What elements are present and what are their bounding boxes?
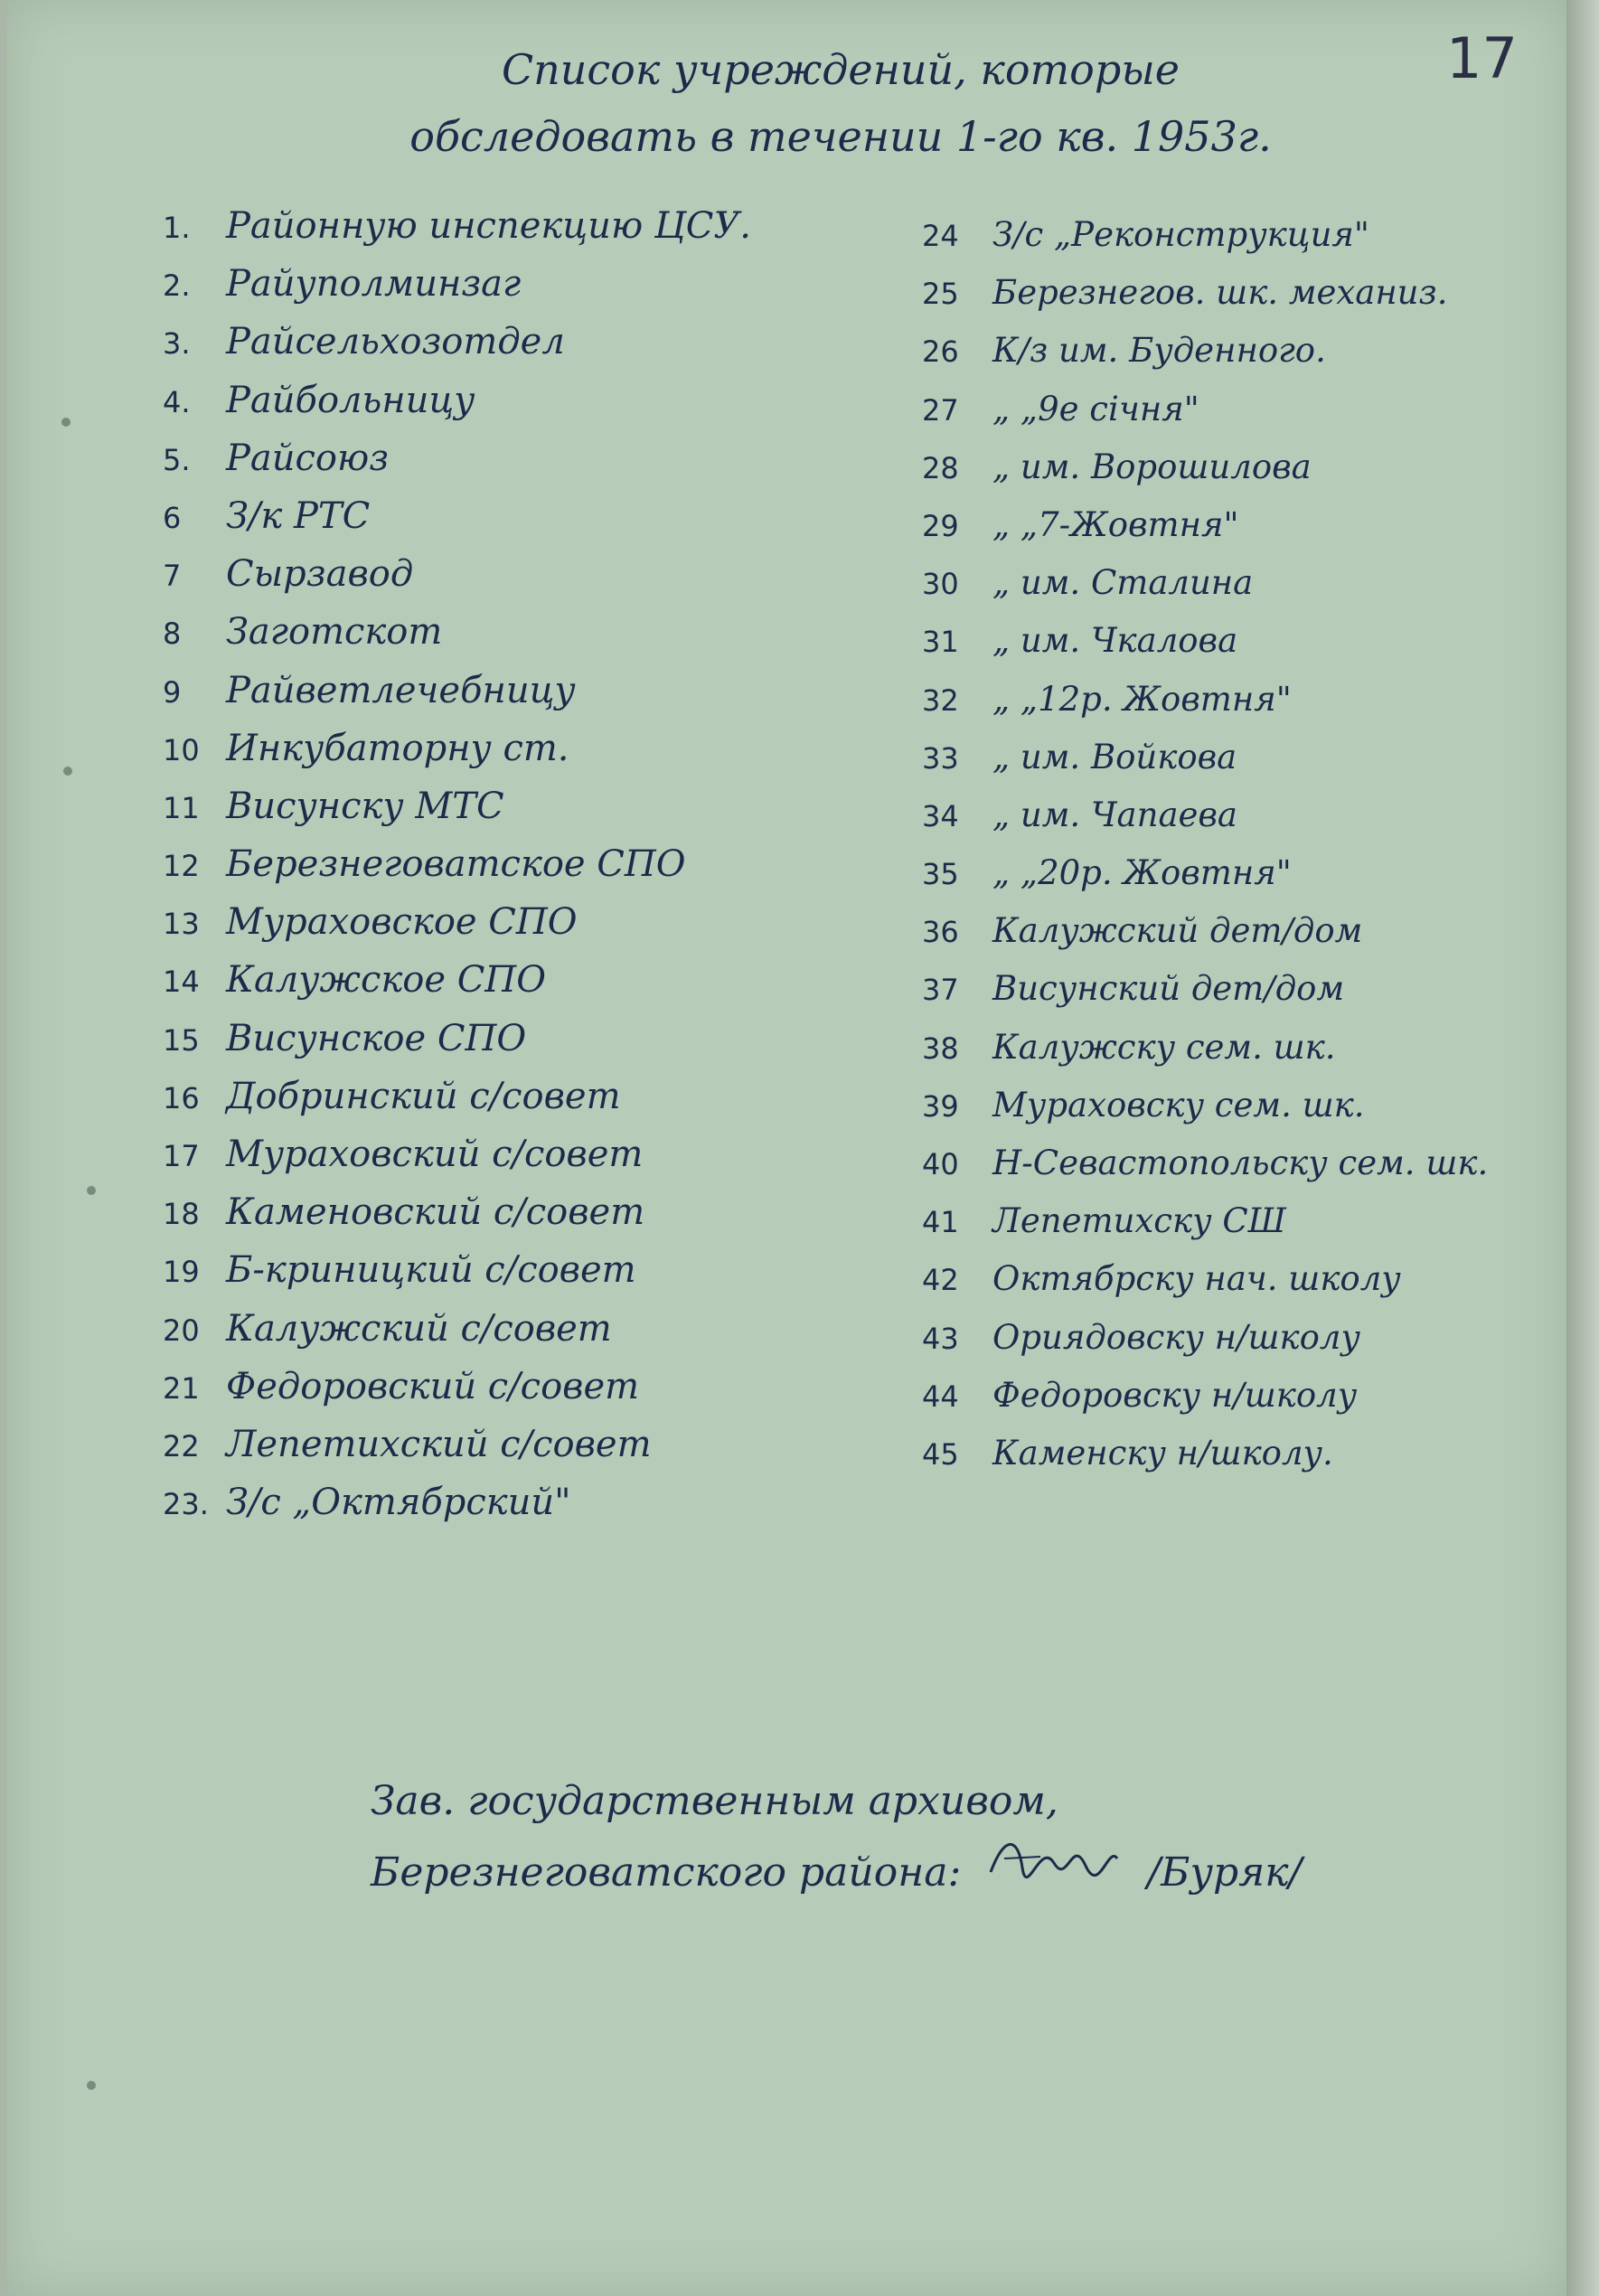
item-number: 29 <box>922 508 959 543</box>
item-text: Райсельхозотдел <box>226 321 565 363</box>
item-number: 42 <box>922 1263 959 1298</box>
item-text: Березнеговатское СПО <box>226 843 686 886</box>
item-text: Висунску МТС <box>226 785 504 827</box>
item-number: 7 <box>163 559 182 594</box>
item-text: Райуполминзаг <box>226 263 522 306</box>
list-item <box>163 1473 940 1531</box>
item-number: 25 <box>922 277 959 312</box>
item-number: 18 <box>163 1197 200 1232</box>
punch-mark <box>63 767 72 776</box>
list-item <box>922 381 1555 438</box>
item-text: Висунский дет/дом <box>992 969 1345 1009</box>
item-number: 20 <box>163 1313 200 1348</box>
signature-name: /Буряк/ <box>1147 1849 1303 1896</box>
item-number: 27 <box>922 392 959 428</box>
item-text: З/с „Октябрский" <box>226 1482 571 1524</box>
item-number: 32 <box>922 682 959 718</box>
list-item <box>922 206 1555 264</box>
list-item <box>922 1309 1555 1367</box>
item-number: 12 <box>163 849 200 884</box>
item-text: Березнегов. шк. механиз. <box>992 273 1448 313</box>
item-number: 10 <box>163 732 200 767</box>
handwritten-signature-icon <box>986 1831 1122 1903</box>
item-text: Мураховский с/совет <box>226 1134 644 1175</box>
list-item <box>922 438 1555 496</box>
item-number: 43 <box>922 1321 959 1356</box>
list-item <box>922 554 1555 612</box>
item-number: 1. <box>163 211 191 245</box>
list-item <box>163 1416 940 1473</box>
item-number: 31 <box>922 625 959 660</box>
item-number: 28 <box>922 450 959 485</box>
item-number: 22 <box>163 1428 200 1463</box>
institution-list-left <box>163 197 940 1531</box>
item-text: Калужский дет/дом <box>992 911 1363 951</box>
item-number: 40 <box>922 1147 959 1181</box>
list-item <box>163 1358 940 1416</box>
list-item <box>163 197 940 255</box>
punch-mark <box>61 418 71 427</box>
item-number: 4. <box>163 384 191 419</box>
list-item <box>163 720 940 777</box>
list-item <box>922 902 1555 960</box>
list-item <box>163 777 940 835</box>
item-number: 30 <box>922 567 959 602</box>
list-item <box>163 313 940 371</box>
item-number: 19 <box>163 1255 200 1290</box>
item-text: „ „20р. Жовтня" <box>992 853 1292 893</box>
item-text: Б-криницкий с/совет <box>226 1249 636 1292</box>
item-text: Сырзавод <box>226 553 414 596</box>
list-item <box>922 1425 1555 1482</box>
item-number: 26 <box>922 334 959 370</box>
item-text: Федоровску н/школу <box>992 1375 1358 1415</box>
item-text: Добринский с/совет <box>226 1075 621 1117</box>
list-item <box>922 264 1555 322</box>
item-number: 37 <box>922 973 959 1008</box>
list-item <box>922 1192 1555 1250</box>
list-item <box>163 487 940 545</box>
list-item <box>922 1019 1555 1077</box>
list-item <box>163 835 940 893</box>
item-number: 5. <box>163 442 191 477</box>
list-item <box>922 322 1555 380</box>
list-item <box>922 786 1555 844</box>
item-number: 45 <box>922 1436 959 1472</box>
item-number: 23. <box>163 1487 209 1522</box>
item-number: 44 <box>922 1379 959 1414</box>
item-number: 17 <box>163 1139 200 1173</box>
item-number: 38 <box>922 1030 959 1066</box>
item-text: Октябрску нач. школу <box>992 1259 1401 1299</box>
list-item <box>922 496 1555 554</box>
list-item <box>163 662 940 720</box>
item-text: Каменовский с/совет <box>226 1191 645 1234</box>
item-text: Каменску н/школу. <box>992 1433 1333 1473</box>
item-text: Инкубаторну ст. <box>226 727 569 769</box>
list-item <box>922 844 1555 902</box>
list-item <box>922 671 1555 729</box>
item-number: 16 <box>163 1080 200 1115</box>
list-item <box>163 893 940 951</box>
item-number: 15 <box>163 1022 200 1058</box>
item-text: З/с „Реконструкция" <box>992 215 1369 254</box>
item-number: 34 <box>922 798 959 833</box>
item-number: 35 <box>922 857 959 892</box>
item-text: Калужску сем. шк. <box>992 1027 1336 1067</box>
item-text: Заготскот <box>226 611 443 654</box>
list-item <box>163 1125 940 1183</box>
item-text: Ориядовску н/школу <box>992 1317 1360 1357</box>
item-text: Райсоюз <box>226 437 390 479</box>
item-text: К/з им. Буденного. <box>992 331 1326 371</box>
list-item <box>163 429 940 487</box>
list-item <box>163 1241 940 1299</box>
item-number: 8 <box>163 616 182 652</box>
item-number: 6 <box>163 500 182 535</box>
list-item <box>163 603 940 661</box>
list-item <box>163 545 940 603</box>
list-item <box>163 1010 940 1068</box>
list-item <box>163 951 940 1009</box>
list-item <box>163 1300 940 1358</box>
punch-mark <box>87 1186 96 1195</box>
item-text: „ „12р. Жовтня" <box>992 679 1292 719</box>
item-text: „ им. Войкова <box>992 737 1237 776</box>
institution-list-right <box>922 206 1555 1482</box>
list-item <box>922 1134 1555 1192</box>
signature-block <box>371 1772 1546 1903</box>
item-text: Райветлечебницу <box>226 669 576 711</box>
list-item <box>163 255 940 313</box>
list-item <box>922 612 1555 670</box>
item-number: 2. <box>163 268 191 304</box>
item-text: Н-Севастопольску сем. шк. <box>992 1143 1489 1182</box>
item-text: „ им. Чапаева <box>992 795 1237 834</box>
signature-position: Зав. государственным архивом, <box>371 1778 1058 1824</box>
item-text: Калужское СПО <box>226 959 546 1002</box>
item-text: Висунское СПО <box>226 1017 527 1059</box>
item-number: 3. <box>163 326 191 362</box>
list-item <box>922 960 1555 1018</box>
signature-district: Березнеговатского района: <box>371 1849 962 1896</box>
item-text: „ им. Чкалова <box>992 621 1238 661</box>
item-text: „ им. Ворошилова <box>992 447 1312 486</box>
page-number: 17 <box>1446 25 1518 91</box>
list-item <box>163 372 940 429</box>
item-number: 9 <box>163 674 182 710</box>
item-text: „ им. Сталина <box>992 563 1254 603</box>
item-text: Калужский с/совет <box>226 1307 612 1350</box>
list-item <box>163 1068 940 1125</box>
item-text: Райбольницу <box>226 379 475 421</box>
item-number: 21 <box>163 1370 200 1406</box>
list-item <box>163 1183 940 1241</box>
page-edge <box>1566 0 1599 2296</box>
item-number: 11 <box>163 790 200 825</box>
item-number: 36 <box>922 915 959 950</box>
title-line-1: Список учреждений, которые <box>501 45 1180 94</box>
punch-mark <box>87 2081 96 2090</box>
document-title <box>298 36 1383 170</box>
item-text: Федоровский с/совет <box>226 1365 640 1407</box>
list-item <box>922 729 1555 786</box>
item-text: З/к РТС <box>226 494 371 537</box>
list-item <box>922 1367 1555 1425</box>
item-text: Лепетихску СШ <box>992 1201 1286 1241</box>
item-number: 14 <box>163 965 200 1000</box>
item-text: Мураховское СПО <box>226 901 578 944</box>
item-number: 33 <box>922 740 959 776</box>
item-text: Лепетихский с/совет <box>226 1423 652 1465</box>
item-text: Мураховску сем. шк. <box>992 1085 1365 1124</box>
title-line-2: обследовать в течении 1-го кв. 1953г. <box>409 112 1272 161</box>
list-item <box>922 1077 1555 1134</box>
item-text: „ „9е січня" <box>992 389 1199 428</box>
item-number: 41 <box>922 1205 959 1240</box>
signature-line <box>371 1831 1546 1903</box>
item-text: „ „7-Жовтня" <box>992 504 1239 544</box>
item-number: 24 <box>922 219 959 253</box>
list-item <box>922 1250 1555 1308</box>
item-number: 13 <box>163 907 200 942</box>
item-text: Районную инспекцию ЦСУ. <box>226 205 751 247</box>
item-number: 39 <box>922 1088 959 1124</box>
